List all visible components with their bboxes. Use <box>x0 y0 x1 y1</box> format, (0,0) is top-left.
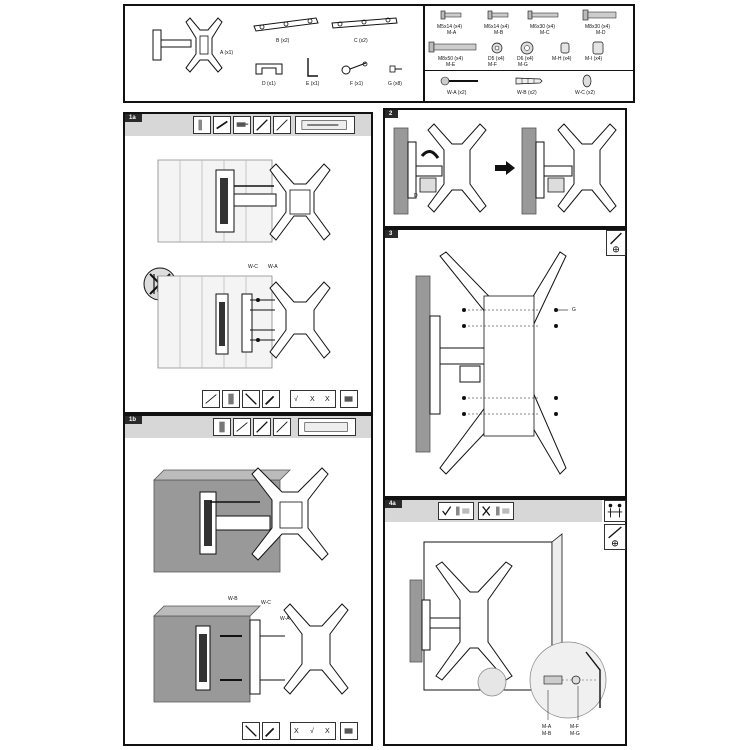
washer-wc-icon <box>581 74 593 88</box>
screw-md-size: M8x30 (x4) <box>585 24 611 30</box>
bracket-icon <box>214 419 230 435</box>
parts-divider <box>423 4 425 103</box>
washer-mg-size: D6 (x4) <box>517 56 534 62</box>
tool-box-6 <box>295 116 355 134</box>
cross-mark-1a-1: X <box>310 396 315 403</box>
stud-wall-illustration-top <box>150 150 345 250</box>
wall-mount-icon <box>296 117 354 133</box>
washer-mg-code: M-G <box>518 62 528 68</box>
step-3-exploded-illustration <box>410 248 610 488</box>
tool-box-1b-1 <box>213 418 231 436</box>
wall-screw-wa-icon <box>440 76 480 86</box>
bracket-icon <box>223 391 239 407</box>
screw-mb-code: M-B <box>494 30 504 36</box>
part-e-label: E (x1) <box>306 81 320 87</box>
footer-box-2 <box>222 390 240 408</box>
screw-me-size: M8x50 (x4) <box>438 56 464 62</box>
drill-icon <box>243 723 259 739</box>
screw-mb-icon <box>487 10 511 20</box>
screw-md-code: M-D <box>596 30 606 36</box>
callout-g-3: G <box>572 307 576 313</box>
screwdriver-icon <box>274 117 290 133</box>
screw-check-icon <box>439 503 473 519</box>
wall-anchor-wb-label: W-B (x2) <box>517 90 537 96</box>
screw-md-icon <box>582 9 618 21</box>
stud-wall-illustration-bottom <box>150 268 345 373</box>
step-2-tab: 2 <box>385 110 398 118</box>
step-4a-people-box <box>604 500 626 522</box>
tool-box-1b-5 <box>298 418 356 436</box>
tool-box-5 <box>273 116 291 134</box>
tool-box-1b-2 <box>233 418 251 436</box>
cross-mark-1b-2: X <box>325 728 330 735</box>
step-4a-cross-box <box>478 502 514 520</box>
washer-mf-code: M-F <box>488 62 497 68</box>
washer-mf-size: D5 (x4) <box>488 56 505 62</box>
drill-icon <box>341 723 357 739</box>
spacer-mi-icon <box>592 41 604 55</box>
callout-mb-4a: M-B <box>542 731 552 737</box>
tool-box-3 <box>233 116 251 134</box>
screw-ma-code: M-A <box>447 30 457 36</box>
step-2-illustration-right <box>520 118 620 218</box>
part-e-icon <box>304 56 322 80</box>
wall-mount-icon <box>299 419 355 435</box>
screw-me-icon <box>428 41 478 53</box>
pencil-icon <box>254 419 270 435</box>
screw-ma-icon <box>440 10 464 20</box>
screw-ma-size: M5x14 (x4) <box>437 24 463 30</box>
spacer-mh-icon <box>560 42 570 54</box>
tool-box-2 <box>213 116 231 134</box>
concrete-wall-illustration-top <box>150 458 350 578</box>
washer-mf-icon <box>491 42 503 54</box>
part-a-label: A (x1) <box>220 50 234 56</box>
callout-wc-1a: W-C <box>248 264 258 270</box>
footer-box-6 <box>340 390 358 408</box>
concrete-wall-illustration-bottom <box>150 590 350 710</box>
footer-box-3 <box>242 390 260 408</box>
level-icon <box>234 419 250 435</box>
part-b-label: B (x2) <box>276 38 290 44</box>
tool-box-1b-3 <box>253 418 271 436</box>
part-a-icon <box>150 14 230 74</box>
footer-box-1 <box>202 390 220 408</box>
step-4a-check-box <box>438 502 474 520</box>
spacer-mi-code: M-I (x4) <box>585 56 603 62</box>
drill-icon <box>243 391 259 407</box>
pencil-icon <box>254 117 270 133</box>
part-g-label: G (x8) <box>388 81 402 87</box>
level-icon <box>214 117 230 133</box>
callout-ma-4a: M-A <box>542 724 552 730</box>
arrow-icon <box>494 160 516 176</box>
callout-wb-1b: W-B <box>228 596 238 602</box>
part-d-icon <box>254 58 286 78</box>
two-person-icon <box>605 501 625 521</box>
part-c-label: C (x2) <box>354 38 368 44</box>
screw-mb-size: M6x14 (x4) <box>484 24 510 30</box>
tool-box-1 <box>193 116 211 134</box>
step-2-illustration-left <box>392 118 490 218</box>
part-f-label: F (x1) <box>350 81 364 87</box>
tool-box-1b-4 <box>273 418 291 436</box>
cross-mark-1a-2: X <box>325 396 330 403</box>
check-mark-1a: √ <box>294 396 298 403</box>
screw-mc-icon <box>527 10 561 20</box>
wall-screw-wa-label: W-A (x2) <box>447 90 467 96</box>
cross-mark-1b-1: X <box>294 728 299 735</box>
step-1a-tab: 1a <box>125 114 142 122</box>
bracket-icon <box>194 117 210 133</box>
screw-cross-icon <box>479 503 513 519</box>
callout-mg-4a: M-G <box>570 731 580 737</box>
screw-me-code: M-E <box>446 62 456 68</box>
wall-anchor-wb-icon <box>514 75 544 87</box>
callout-wa-1b: W-A <box>280 616 290 622</box>
step-1b-tab: 1b <box>125 416 142 424</box>
check-mark-1b: √ <box>310 728 314 735</box>
screw-mc-code: M-C <box>540 30 550 36</box>
footer-1b-box-4 <box>340 722 358 740</box>
part-f-icon <box>340 60 370 76</box>
spacer-mh-code: M-H (x4) <box>552 56 572 62</box>
tool-box-4 <box>253 116 271 134</box>
step-4a-tv-illustration <box>400 530 620 740</box>
drill-icon <box>234 117 250 133</box>
drill-icon <box>341 391 357 407</box>
part-d-label: D (x1) <box>262 81 276 87</box>
part-g-icon <box>389 64 403 74</box>
screws-divider <box>423 70 635 71</box>
callout-wa-1a: W-A <box>268 264 278 270</box>
callout-wc-1b: W-C <box>261 600 271 606</box>
footer-1b-box-2 <box>262 722 280 740</box>
part-c-icon <box>330 14 400 34</box>
wrench-icon <box>263 723 279 739</box>
part-b-icon <box>252 14 322 34</box>
screw-mc-size: M6x30 (x4) <box>530 24 556 30</box>
level-icon <box>203 391 219 407</box>
washer-mg-icon <box>520 41 534 55</box>
footer-box-4 <box>262 390 280 408</box>
wrench-icon <box>263 391 279 407</box>
step-3-tab: 3 <box>385 230 398 238</box>
washer-wc-label: W-C (x2) <box>575 90 595 96</box>
callout-mf-4a: M-F <box>570 724 579 730</box>
screwdriver-icon <box>274 419 290 435</box>
footer-1b-box-1 <box>242 722 260 740</box>
step-4a-tab: 4a <box>385 500 402 508</box>
callout-d-2: D <box>414 193 418 199</box>
